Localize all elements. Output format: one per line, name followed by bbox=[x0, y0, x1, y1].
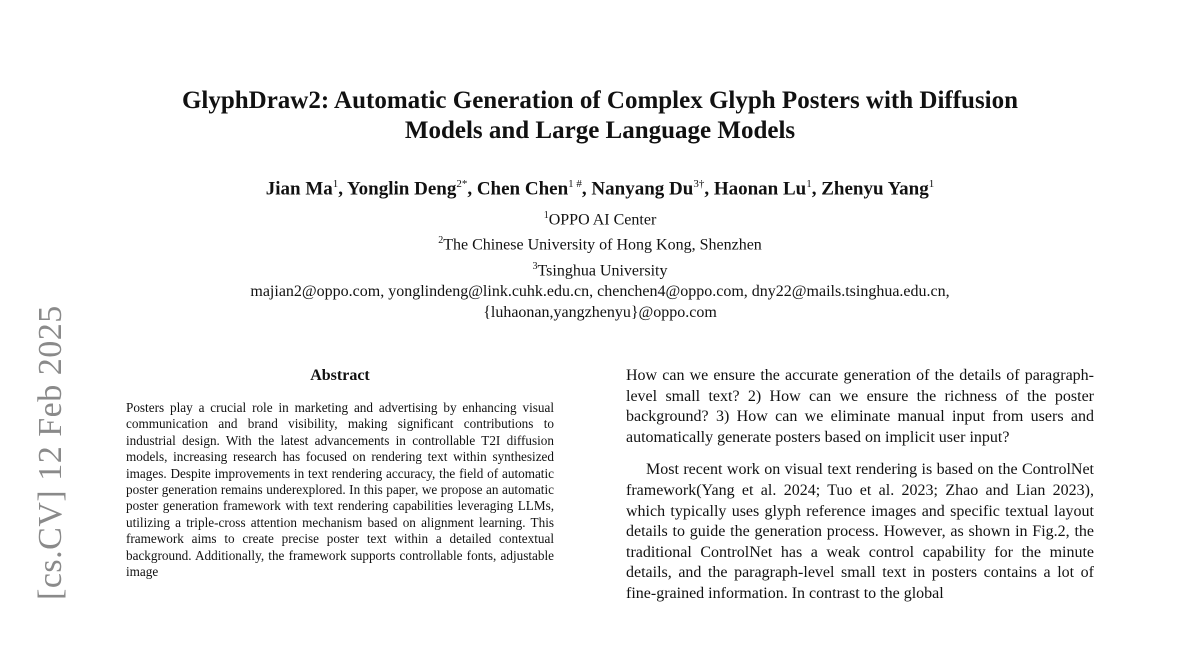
affiliation-mark: 2 bbox=[438, 235, 444, 247]
paragraph: Most recent work on visual text rendering is based on the ControlNet framework(Yang et al. 2024; Tuo et al. 2023; Zhao and Lian 2023), which typically uses glyph reference images and specific textual layout details to guide the generation process. However, as shown in Fig.2, the traditional ControlNet has a weak control capability for the minute details, and the paragraph-level small text in posters contains a lot of fine-grained information. In contrast to the global bbox=[626, 461, 1094, 602]
right-column bbox=[626, 366, 1094, 617]
paper-title bbox=[120, 86, 1080, 146]
affiliation-mark: 3 bbox=[532, 260, 538, 272]
title-line-2: Models and Large Language Models bbox=[404, 117, 796, 144]
author: Jian Ma bbox=[265, 178, 333, 200]
abstract-heading: Abstract bbox=[310, 367, 370, 384]
affiliations bbox=[120, 205, 1080, 323]
affiliation bbox=[120, 205, 1080, 230]
author-mark: 1 bbox=[332, 178, 339, 190]
author: Zhenyu Yang bbox=[821, 178, 929, 200]
email-line: majian2@oppo.com, yonglindeng@link.cuhk.edu.cn, chenchen4@oppo.com, dny22@mails.tsinghua.edu.cn, bbox=[250, 282, 950, 300]
affiliation bbox=[120, 230, 1080, 255]
author: Nanyang Du bbox=[591, 178, 694, 200]
affiliation bbox=[120, 256, 1080, 281]
author-mark: 2* bbox=[456, 178, 468, 190]
author-mark: 1 bbox=[928, 178, 935, 190]
paragraph: How can we ensure the accurate generation of the details of paragraph-level small text? 2) How can we ensure the richness of the poster background? 3) How can we eliminate manual input from users and automatically generate posters based on implicit user input? bbox=[626, 367, 1094, 446]
author: Yonglin Deng bbox=[347, 178, 457, 200]
author: Chen Chen bbox=[476, 178, 569, 200]
author-mark: 3† bbox=[693, 178, 705, 190]
email-line: {luhaonan,yangzhenyu}@oppo.com bbox=[483, 303, 717, 321]
affiliation-text: Tsinghua University bbox=[537, 261, 668, 279]
author-mark: 1 # bbox=[568, 178, 582, 190]
affiliation-text: OPPO AI Center bbox=[548, 211, 657, 229]
affiliation-mark: 1 bbox=[543, 210, 549, 221]
author: Haonan Lu bbox=[713, 178, 807, 200]
arxiv-stamp: [cs.CV] 12 Feb 2025 bbox=[32, 305, 69, 600]
title-line-1: GlyphDraw2: Automatic Generation of Complex Glyph Posters with Diffusion bbox=[181, 87, 1019, 114]
author-mark: 1 bbox=[806, 178, 812, 190]
author-list: Jian Ma$^1$, Yonglin Deng$^{2*}$, Chen Chen$^{1 \#}$, Nanyang $Du^{3\dagger}$, Haonan Lu$^1$, Zhenyu Yang$^1$ bbox=[265, 178, 935, 200]
abstract-text: Posters play a crucial role in marketing and advertising by enhancing visual communication and brand visibility, making significant contributions to industrial design. With the latest advancements in controllable T2I diffusion models, increasing research has focused on rendering text within synthesized images. Despite improvements in text rendering accuracy, the field of automatic poster generation remains underexplored. In this paper, we propose an automatic poster generation framework with text rendering capabilities leveraging LLMs, utilizing a triple-cross attention mechanism based on alignment learning. This framework aims to create precise poster text within a detailed contextual background. Additionally, the framework supports controllable fonts, adjustable image bbox=[126, 400, 554, 580]
affiliation-text: The Chinese University of Hong Kong, Shenzhen bbox=[443, 236, 762, 254]
